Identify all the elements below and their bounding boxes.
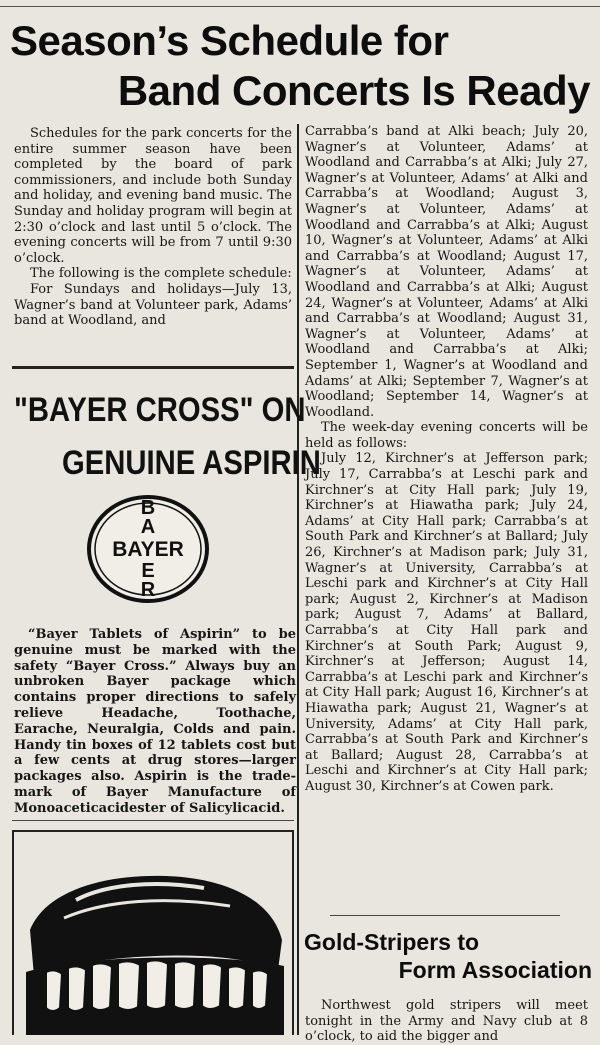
headline2-line-2: Form Association [398,957,592,983]
ad-heading-1: "BAYER CROSS" ON [14,391,306,429]
story-divider [330,915,560,916]
bayer-cross-logo [86,494,210,604]
story-paragraph: Carrabba’s band at Alki beach; July 20, Wagner’s at Volunteer, Adams’ at Woodland and Carrabba’s at Alki; July 27, Wagner’s at Volunteer, Adams’ at Alki and Carrabba’s at Woodland; August 3, Wagner’s at Volunteer, Adams’ at Woodland and Carrabba’s at Alki; August 10, Wagner’s at Volunteer, Adams’ at Alki and Carrabba’s at Woodland; August 17, Wagner’s at Volunteer, Adams’ at Woodland and Carrabba’s at Alki; August 24, Wagner’s at Volunteer, Adams’ at Alki and Carrabba’s at Woodland; August 31, Wagner’s at Volunteer, Adams’ at Woodland and Carrabba’s at Alki; September 1, Wagner’s at Woodland and Adams’ at Alki; September 7, Wagner’s at Woodland; September 14, Wagner’s at Woodland. [305,124,588,420]
column-divider [297,124,299,1035]
dentures-illustration [16,860,290,1035]
svg-text:B: B [140,497,156,519]
story-paragraph: The week-day evening concerts will be held as follows: [305,420,588,451]
svg-text:E: E [141,560,155,582]
concert-story-right-column [305,124,588,795]
page-top-rule [0,6,600,7]
svg-text:R: R [140,579,156,601]
section-divider [12,820,294,821]
logo-text: BAYER [112,538,184,561]
headline2-line-1: Gold-Stripers to [304,929,480,955]
story-paragraph: July 12, Kirchner’s at Jefferson park; July 17, Carrabba’s at Leschi park and Kirchner’s at City Hall park; July 19, Kirchner’s at Hiawatha park; July 24, Adams’ at City Hall park; Carrabba’s at South Park and Kirchner’s at Ballard; July 26, Kirchner’s at Madison park; July 31, Wagner’s at University, Carrabba’s at Leschi park and Kirchner’s at City Hall park; August 2, Kirchner’s at Madison park; August 7, Adams’ at Ballard, Carrabba’s at City Hall park and Kirchner’s at South Park; August 9, Kirchner’s at Jefferson; August 14, Carrabba’s at Leschi park and Kirchner’s at City Hall park; August 16, Kirchner’s at Hiawatha park; August 21, Wagner’s at University, Adams’ at City Hall park, Carrabba’s at South Park and Kirchner’s at Ballard; August 28, Carrabba’s at Leschi and Kirchner’s at City Hall park; August 30, Kirchner’s at Cowen park. [305,451,588,794]
story-paragraph: For Sundays and holidays—July 13, Wagner’s band at Volunteer park, Adams’ band at Woodland, and [14,281,292,329]
ad-body-text: “Bayer Tablets of Aspirin” to be genuine must be marked with the safety “Bayer Cross.” Always buy an unbroken Bayer package which contains proper directions to safely relieve Headache, Toothache, Earache, Neuralgia, Colds and pain. Handy tin boxes of 12 tablets cost but a few cents at drug stores—larger packages also. Aspirin is the trade-mark of Bayer Manufacture of Monoaceticacidester of Salicylicacid. [14,627,296,816]
concert-story-left-column [14,126,292,329]
svg-text:A: A [140,516,156,538]
story-paragraph: Schedules for the park concerts for the entire summer season have been completed by the board of park commissioners, and include both Sunday and holiday, and evening band music. The Sunday and holiday program will begin at 2:30 o’clock and last until 5 o’clock. The evening concerts will be from 7 until 9:30 o’clock. [14,126,292,266]
gold-stripers-story [305,998,588,1045]
ad-heading-2: GENUINE ASPIRIN [62,444,321,482]
main-headline [10,16,590,116]
story-paragraph: The following is the complete schedule: [30,266,292,282]
story-paragraph: Northwest gold stripers will meet tonight in the Army and Navy club at 8 o’clock, to aid the bigger and [305,998,588,1045]
section-divider [12,366,294,369]
headline-line-2: Band Concerts Is Ready [117,67,590,114]
gold-stripers-headline [300,928,592,984]
headline-line-1: Season’s Schedule for [10,17,449,64]
